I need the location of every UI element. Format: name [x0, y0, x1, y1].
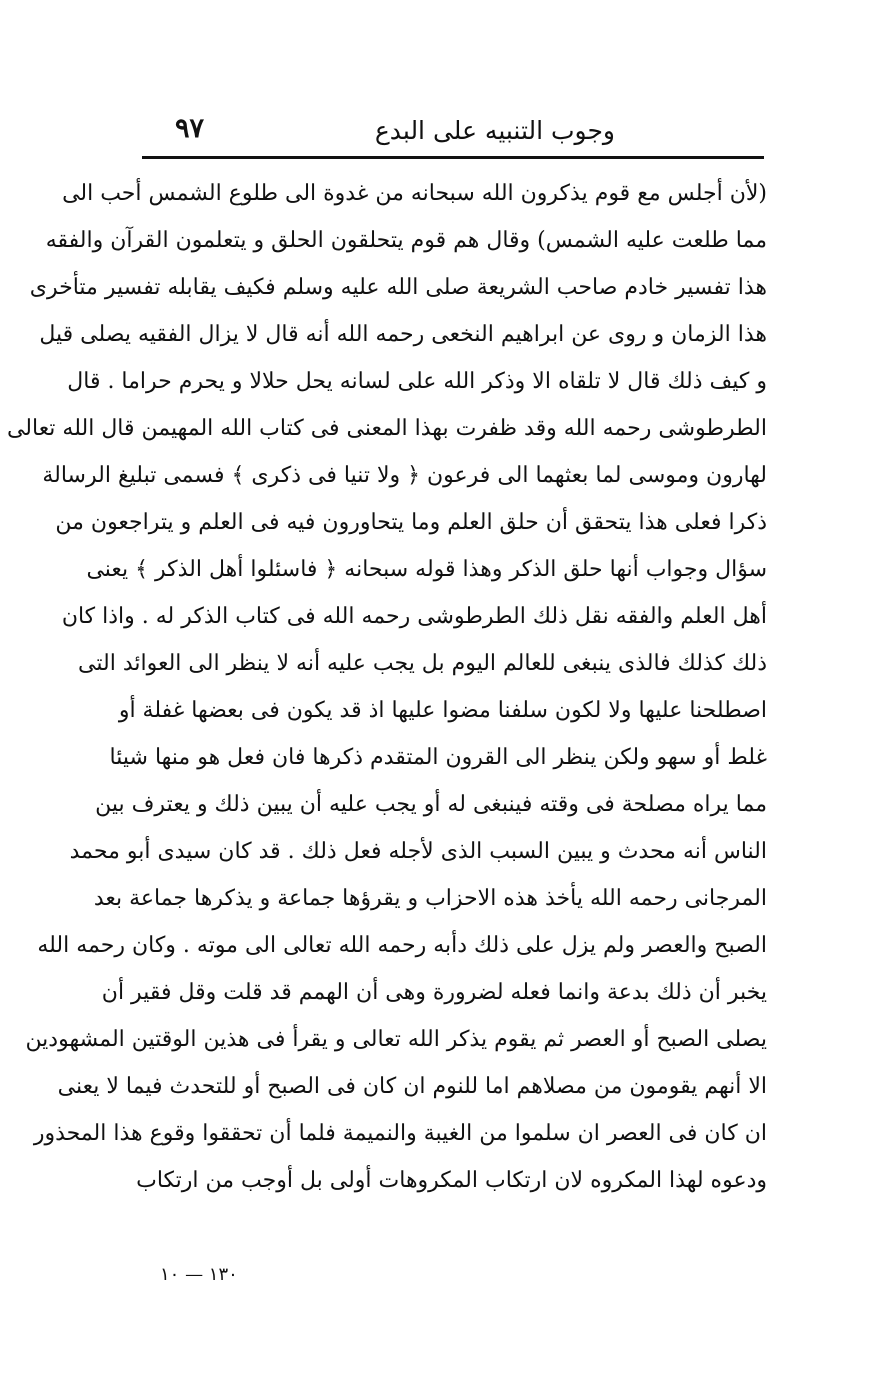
text-line: الا أنهم يقومون من مصلاهم اما للنوم ان كان فى الصبح أو للتحدث فيما لا يعنى	[57, 1074, 767, 1099]
text-line: ذكرا فعلى هذا يتحقق أن حلق العلم وما يتحاورون فيه فى العلم و يتراجعون من	[55, 510, 767, 535]
page-number: ٩٧	[175, 113, 205, 144]
text-line: يصلى الصبح أو العصر ثم يقوم يذكر الله تعالى و يقرأ فى هذين الوقتين المشهودين	[25, 1027, 767, 1052]
text-line: الطرطوشى رحمه الله وقد ظفرت بهذا المعنى فى كتاب الله المهيمن قال الله تعالى	[6, 416, 767, 441]
running-title: وجوب التنبيه على البدع	[374, 116, 615, 145]
body-text	[6, 170, 767, 1204]
text-line: الناس أنه محدث و يبين السبب الذى لأجله فعل ذلك . قد كان سيدى أبو محمد	[69, 839, 767, 864]
text-line: مما طلعت عليه الشمس) وقال هم قوم يتحلقون الحلق و يتعلمون القرآن والفقه	[45, 228, 767, 253]
text-line: ان كان فى العصر ان سلموا من الغيبة والنميمة فلما أن تحققوا وقوع هذا المحذور	[33, 1121, 767, 1146]
text-line: هذا تفسير خادم صاحب الشريعة صلى الله عليه وسلم فكيف يقابله تفسير متأخرى	[29, 275, 767, 300]
text-line: يخبر أن ذلك بدعة وانما فعله لضرورة وهى أن الهمم قد قلت وقل فقير أن	[101, 980, 767, 1005]
text-line: ذلك كذلك فالذى ينبغى للعالم اليوم بل يجب عليه أنه لا ينظر الى العوائد التى	[78, 651, 767, 676]
signature-mark: ١٣٠ — ١٠	[160, 1264, 238, 1285]
header-divider	[142, 156, 764, 159]
text-line: هذا الزمان و روى عن ابراهيم النخعى رحمه الله أنه قال لا يزال الفقيه يصلى قيل	[39, 322, 767, 347]
text-line: مما يراه مصلحة فى وقته فينبغى له أو يجب عليه أن يبين ذلك و يعترف بين	[95, 792, 767, 817]
text-line: (لأن أجلس مع قوم يذكرون الله سبحانه من غدوة الى طلوع الشمس أحب الى	[62, 181, 767, 206]
text-line: المرجانى رحمه الله يأخذ هذه الاحزاب و يقرؤها جماعة و يذكرها جماعة بعد	[93, 886, 767, 911]
text-line: اصطلحنا عليها ولا لكون سلفنا مضوا عليها اذ قد يكون فى بعضها غفلة أو	[118, 698, 767, 723]
text-line: ودعوه لهذا المكروه لان ارتكاب المكروهات أولى بل أوجب من ارتكاب	[136, 1168, 767, 1193]
text-line: لهارون وموسى لما بعثهما الى فرعون ﴿ ولا تنيا فى ذكرى ﴾ فسمى تبليغ الرسالة	[42, 463, 767, 488]
text-line: غلط أو سهو ولكن ينظر الى القرون المتقدم ذكرها فان فعل هو منها شيئا	[109, 745, 767, 770]
text-line: الصبح والعصر ولم يزل على ذلك دأبه رحمه الله تعالى الى موته . وكان رحمه الله	[37, 933, 767, 958]
page-header	[140, 108, 765, 154]
text-line: أهل العلم والفقه نقل ذلك الطرطوشى رحمه الله فى كتاب الذكر له . واذا كان	[61, 604, 767, 629]
text-line: و كيف ذلك قال لا تلقاه الا وذكر الله على لسانه يحل حلالا و يحرم حراما . قال	[67, 369, 767, 394]
text-line: سؤال وجواب أنها حلق الذكر وهذا قوله سبحانه ﴿ فاسئلوا أهل الذكر ﴾ يعنى	[86, 557, 767, 582]
